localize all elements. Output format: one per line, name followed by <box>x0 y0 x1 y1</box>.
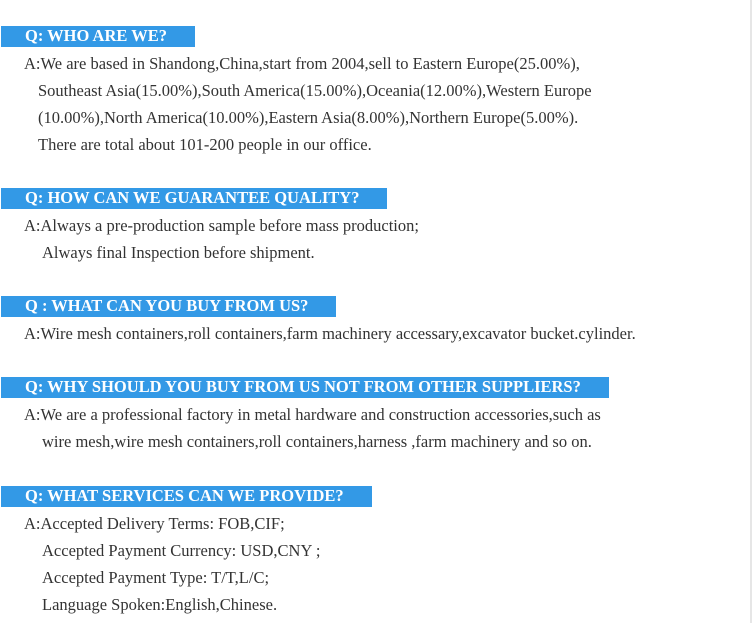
faq-what-can-you-buy <box>0 296 740 347</box>
answer-line: A:Wire mesh containers,roll containers,farm machinery accessary,excavator bucket.cylinder. <box>24 324 636 343</box>
answer-line: wire mesh,wire mesh containers,roll containers,harness ,farm machinery and so on. <box>42 432 592 451</box>
faq-question: Q: WHAT SERVICES CAN WE PROVIDE? <box>1 486 372 507</box>
faq-answer <box>24 320 740 347</box>
faq-question: Q : WHAT CAN YOU BUY FROM US? <box>1 296 336 317</box>
answer-line: A:Always a pre-production sample before mass production; <box>24 216 419 235</box>
faq-answer <box>24 50 740 158</box>
faq-question: Q: WHO ARE WE? <box>1 26 195 47</box>
faq-answer <box>24 401 740 455</box>
faq-answer <box>24 212 740 266</box>
answer-line: Accepted Payment Type: T/T,L/C; <box>42 568 270 587</box>
faq-answer <box>24 510 740 618</box>
faq-why-buy-from-us <box>0 377 740 455</box>
faq-who-are-we <box>0 26 740 158</box>
faq-services <box>0 486 740 618</box>
answer-line: A:Accepted Delivery Terms: FOB,CIF; <box>24 514 285 533</box>
faq-question: Q: HOW CAN WE GUARANTEE QUALITY? <box>1 188 387 209</box>
faq-guarantee-quality <box>0 188 740 266</box>
answer-line: (10.00%),North America(10.00%),Eastern Asia(8.00%),Northern Europe(5.00%). <box>38 108 579 127</box>
faq-question: Q: WHY SHOULD YOU BUY FROM US NOT FROM OTHER SUPPLIERS? <box>1 377 609 398</box>
answer-line: Southeast Asia(15.00%),South America(15.00%),Oceania(12.00%),Western Europe <box>38 81 592 100</box>
answer-line: Accepted Payment Currency: USD,CNY ; <box>42 541 321 560</box>
answer-line: A:We are based in Shandong,China,start from 2004,sell to Eastern Europe(25.00%), <box>24 54 580 73</box>
answer-line: There are total about 101-200 people in our office. <box>38 135 372 154</box>
answer-line: Always final Inspection before shipment. <box>42 243 315 262</box>
answer-line: Language Spoken:English,Chinese. <box>42 595 278 614</box>
answer-line: A:We are a professional factory in metal hardware and construction accessories,such as <box>24 405 601 424</box>
